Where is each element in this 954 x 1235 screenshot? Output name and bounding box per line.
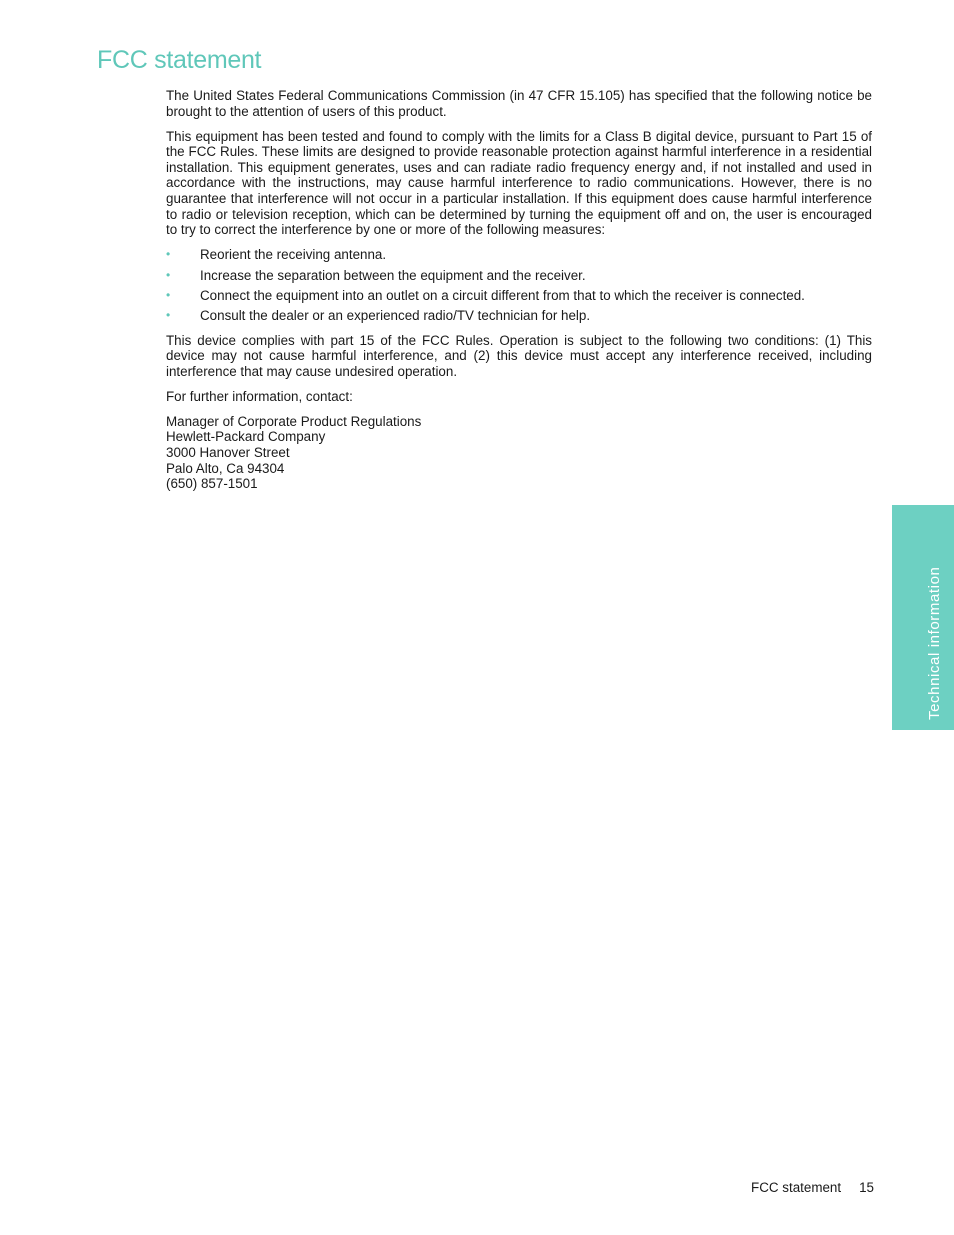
list-item-text: Increase the separation between the equipment and the receiver. (200, 267, 586, 283)
page-title: FCC statement (97, 46, 262, 74)
bullet-icon: • (166, 267, 171, 282)
contact-intro: For further information, contact: (166, 388, 353, 404)
contact-address (166, 414, 872, 492)
measures-list (166, 247, 872, 323)
list-item-text: Consult the dealer or an experienced radio/TV technician for help. (200, 307, 591, 323)
page-number: 15 (859, 1180, 874, 1195)
address-line: 3000 Hanover Street (166, 445, 290, 461)
address-line: (650) 857-1501 (166, 476, 258, 492)
section-side-tab (892, 505, 954, 730)
conditions-paragraph: This device complies with part 15 of the FCC Rules. Operation is subject to the following two conditions: (1) This device may not cause harmful interference, and (2) this device must accept any interference received, including interference that may cause undesired operation. (166, 332, 872, 379)
footer-section-title: FCC statement (751, 1180, 842, 1195)
intro-paragraph: The United States Federal Communications Commission (in 47 CFR 15.105) has specified that the following notice be brought to the attention of users of this product. (166, 88, 872, 119)
bullet-icon: • (166, 307, 171, 322)
address-line: Hewlett-Packard Company (166, 429, 326, 445)
page-footer (751, 1180, 874, 1195)
side-tab-label: Technical information (926, 566, 943, 720)
list-item (166, 308, 872, 324)
compliance-paragraph: This equipment has been tested and found to comply with the limits for a Class B digital device, pursuant to Part 15 of the FCC Rules. These limits are designed to provide reasonable protection against harmful interference in a residential installation. This equipment generates, uses and can radiate radio frequency energy and, if not installed and used in accordance with the instructions, may cause harmful interference to radio communications. However, there is no guarantee that interference will not occur in a particular installation. If this equipment does cause harmful interference to radio or television reception, which can be determined by turning the equipment off and on, the user is encouraged to try to correct the interference by one or more of the following measures: (166, 128, 872, 238)
list-item (166, 247, 872, 263)
address-line: Palo Alto, Ca 94304 (166, 460, 285, 476)
address-line: Manager of Corporate Product Regulations (166, 413, 422, 429)
list-item-text: Reorient the receiving antenna. (200, 247, 387, 263)
list-item (166, 288, 872, 304)
main-content (166, 88, 872, 492)
bullet-icon: • (166, 287, 171, 302)
list-item (166, 268, 872, 284)
bullet-icon: • (166, 247, 171, 262)
list-item-text: Connect the equipment into an outlet on a circuit different from that to which the receiver is connected. (200, 287, 805, 303)
